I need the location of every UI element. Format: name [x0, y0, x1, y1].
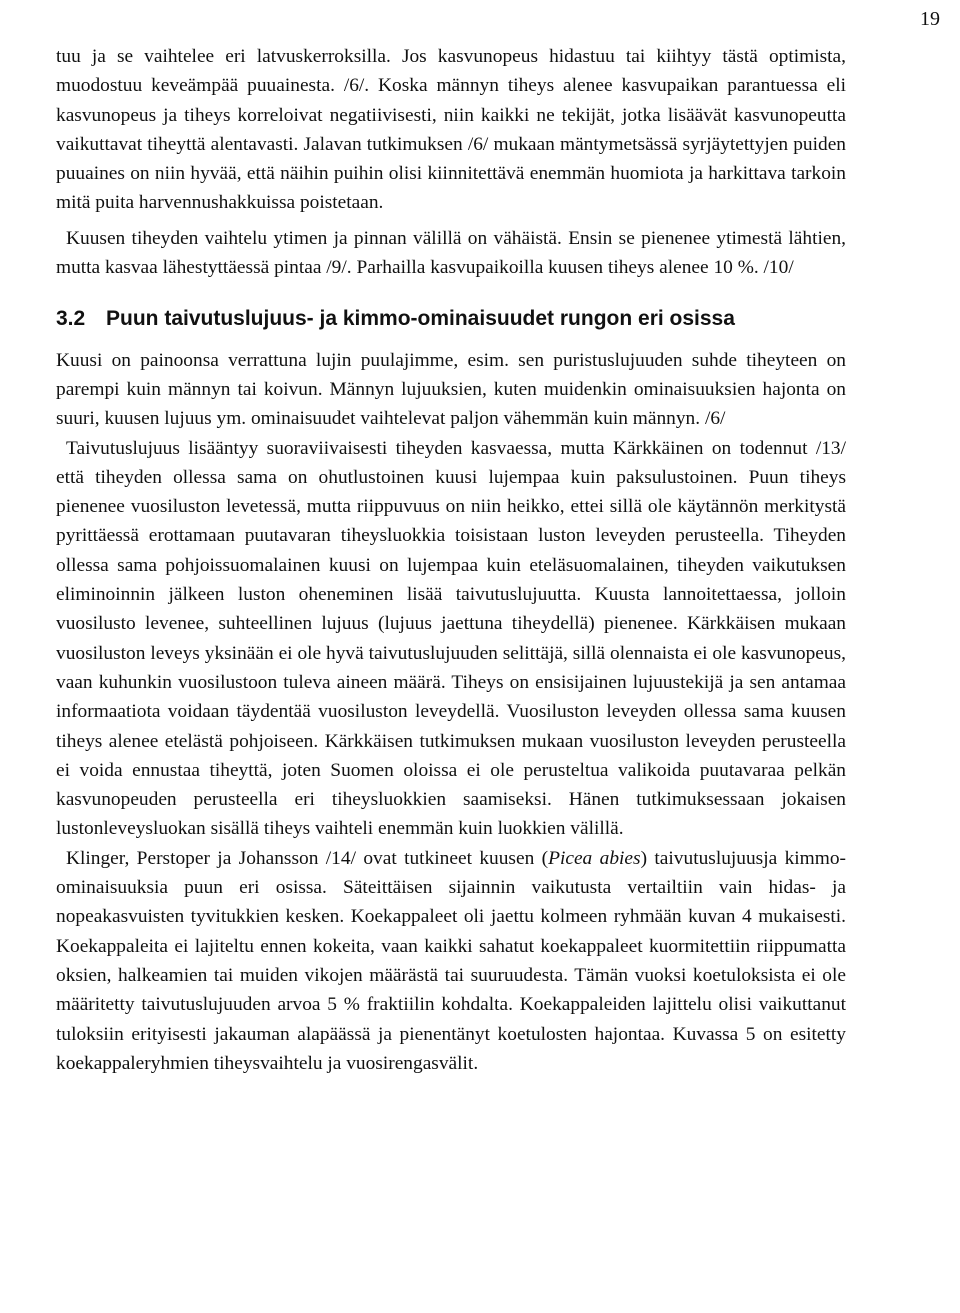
section-number: 3.2 [56, 307, 86, 331]
section-heading [56, 304, 846, 333]
paragraph-spruce-density: Kuusen tiheyden vaihtelu ytimen ja pinnan välillä on vähäistä. Ensin se pienenee ytimestä lähtien, mutta kasvaa lähestyttäessä pintaa /9/. Parhailla kasvupaikoilla kuusen tiheys alenee 10 %. /10/ [56, 227, 846, 279]
species-name: Picea abies [548, 847, 641, 869]
klinger-text-start: Klinger, Perstoper ja Johansson /14/ ovat tutkineet kuusen ( [66, 847, 549, 869]
page-number: 19 [920, 8, 940, 30]
paragraph-bending-strength: Taivutuslujuus lisääntyy suoraviivaisesti tiheyden kasvaessa, mutta Kärkkäinen on todennut /13/ että tiheyden ollessa sama on ohutlustoinen kuusi lujempaa kuin paksulustoinen. Puun tiheys pienenee vuosiluston levetessä, mutta riippuvuus on niin heikko, ettei sillä ole käytännön merkitystä pyrittäessä erottamaan puutavaran tiheysluokkia toisistaan luston leveyden perusteella. Tiheyden ollessa sama pohjoissuomalainen kuusi on lujempaa kuin eteläsuomalainen, tiheyden vaikutuksen eliminoinnin jälkeen luston oheneminen lisää taivutuslujuutta. Kuusta lannoitettaessa, jolloin vuosilusto levenee, suhteellinen lujuus (lujuus jaettuna tiheydellä) pienenee. Kärkkäisen mukaan vuosiluston leveys yksinään ei ole hyvä taivutuslujuuden selittäjä, sillä olennaista ei ole kasvunopeus, vaan kuhunkin vuosilustoon tuleva aineen määrä. Tiheys on ensisijainen lujuustekijä ja sen antamaa informaatiota voidaan täydentää vuosiluston leveydellä. Vuosiluston leveyden ollessa sama kuusen tiheys alenee etelästä pohjoiseen. Kärkkäisen tutkimuksen mukaan vuosiluston leveyden perusteella ei voida ennustaa tiheyttä, joten Suomen oloissa ei ole perusteltua valikoida puutavaraa pelkän kasvunopeuden perusteella eri tiheysluokkien saamiseksi. Hänen tutkimuksessaan jokaisen lustonleveysluokan sisällä tiheys vaihteli enemmän kuin luokkien välillä. [56, 437, 846, 840]
document-body [56, 42, 846, 1078]
section-title: Puun taivutuslujuus- ja kimmo-ominaisuudet rungon eri osissa [106, 307, 735, 331]
paragraph-klinger-study [56, 844, 846, 1078]
paragraph-spruce-strength: Kuusi on painoonsa verrattuna lujin puulajimme, esim. sen puristuslujuuden suhde tiheyteen on parempi kuin männyn tai koivun. Männyn lujuuksien, kuten muidenkin ominaisuuksien hajonta on suuri, kuusen lujuus ym. ominaisuudet vaihtelevat paljon vähemmän kuin männyn. /6/ [56, 349, 846, 430]
klinger-text-end: ) taivutuslujuusja kimmo-ominaisuuksia puun eri osissa. Säteittäisen sijainnin vaikutusta vertailtiin vain hidas- ja nopeakasvuisten tyvitukkien kesken. Koekappaleet oli jaettu kolmeen ryhmään kuvan 4 mukaisesti. Koekappaleita ei lajiteltu ennen kokeita, vaan kaikki sahatut koekappaleet kuormitettiin riippumatta oksien, halkeamien tai muiden vikojen määrästä tai suuruudesta. Tämän vuoksi koetuloksista ei ole määritetty taivutuslujuuden arvoa 5 % fraktiilin kohdalta. Koekappaleiden lajittelu olisi vaikuttanut tuloksiin erityisesti jakauman alapäässä ja pienentänyt koetulosten hajontaa. Kuvassa 5 on esitetty koekappaleryhmien tiheysvaihtelu ja vuosirengasvälit. [56, 847, 847, 1074]
paragraph-density-variation: tuu ja se vaihtelee eri latvuskerroksilla. Jos kasvunopeus hidastuu tai kiihtyy tästä optimista, muodostuu keveämpää puuainesta. /6/. Koska männyn tiheys alenee kasvupaikan parantuessa eli kasvunopeus ja tiheys korreloivat negatiivisesti, niin kaikki ne tekijät, jotka lisäävät kasvunopeutta vaikuttavat tiheyttä alentavasti. Jalavan tutkimuksen /6/ mukaan mäntymetsässä syrjäytettyjen puiden puuaines on niin hyvää, että näihin puihin olisi kiinnitettävä enemmän huomiota ja harkittava tarkoin mitä puita harvennushakkuissa poistetaan. [56, 46, 846, 214]
